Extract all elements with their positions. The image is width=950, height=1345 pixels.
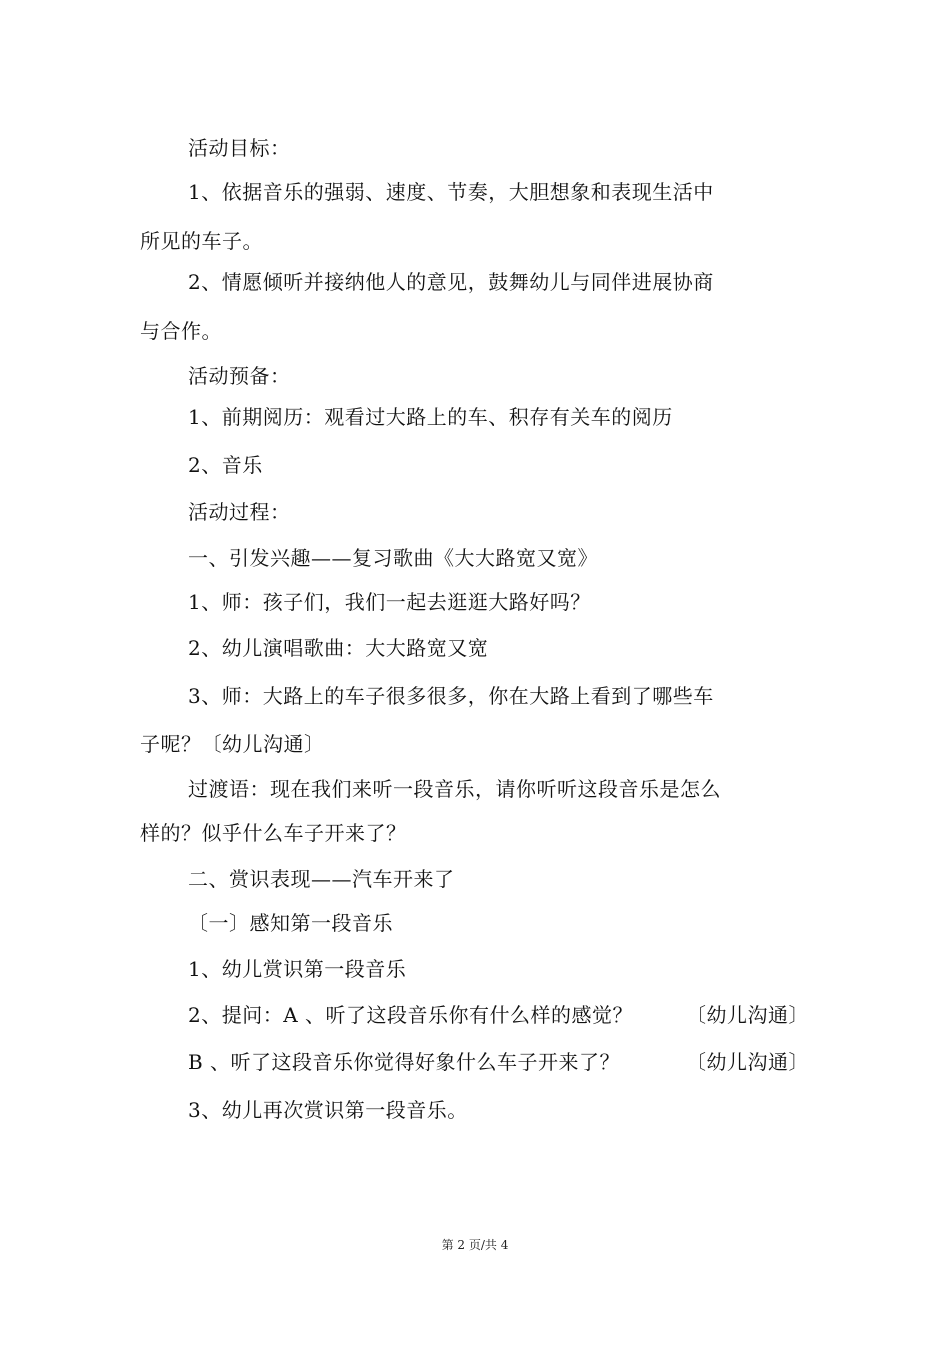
paragraph-line: 子呢？〔幼儿沟通〕	[140, 732, 325, 756]
paragraph-line: 2、情愿倾听并接纳他人的意见，鼓舞幼儿与同伴进展协商	[188, 270, 714, 294]
paragraph-note: 〔幼儿沟通〕	[686, 1003, 809, 1027]
paragraph-line: 2、音乐	[188, 453, 263, 477]
heading-activity-process: 活动过程：	[188, 500, 291, 524]
heading-activity-prep: 活动预备：	[188, 364, 291, 388]
section-heading: 一、引发兴趣——复习歌曲《大大路宽又宽》	[188, 546, 598, 570]
paragraph-line: 2、提问：A 、听了这段音乐你有什么样的感觉？	[188, 1003, 634, 1027]
paragraph-line: 1、师：孩子们，我们一起去逛逛大路好吗？	[188, 590, 591, 614]
page-footer: 第 2 页/共 4	[441, 1238, 509, 1252]
section-heading: 二、赏识表现——汽车开来了	[188, 867, 455, 891]
paragraph-line: 样的？似乎什么车子开来了？	[140, 821, 407, 845]
heading-activity-goals: 活动目标：	[188, 136, 291, 160]
paragraph-line: 1、前期阅历：观看过大路上的车、积存有关车的阅历	[188, 405, 673, 429]
paragraph-line: 1、幼儿赏识第一段音乐	[188, 957, 407, 981]
paragraph-line: 3、幼儿再次赏识第一段音乐。	[188, 1098, 468, 1122]
paragraph-line: B 、听了这段音乐你觉得好象什么车子开来了？	[188, 1050, 621, 1074]
paragraph-line: 2、幼儿演唱歌曲：大大路宽又宽	[188, 636, 489, 660]
subsection-heading: 〔一〕感知第一段音乐	[188, 911, 393, 935]
paragraph-note: 〔幼儿沟通〕	[686, 1050, 809, 1074]
paragraph-line: 1、依据音乐的强弱、速度、节奏，大胆想象和表现生活中	[188, 180, 714, 204]
paragraph-line: 3、师：大路上的车子很多很多，你在大路上看到了哪些车	[188, 684, 714, 708]
paragraph-line: 与合作。	[140, 319, 222, 343]
paragraph-line: 过渡语：现在我们来听一段音乐，请你听听这段音乐是怎么	[188, 777, 721, 801]
paragraph-line: 所见的车子。	[140, 229, 263, 253]
